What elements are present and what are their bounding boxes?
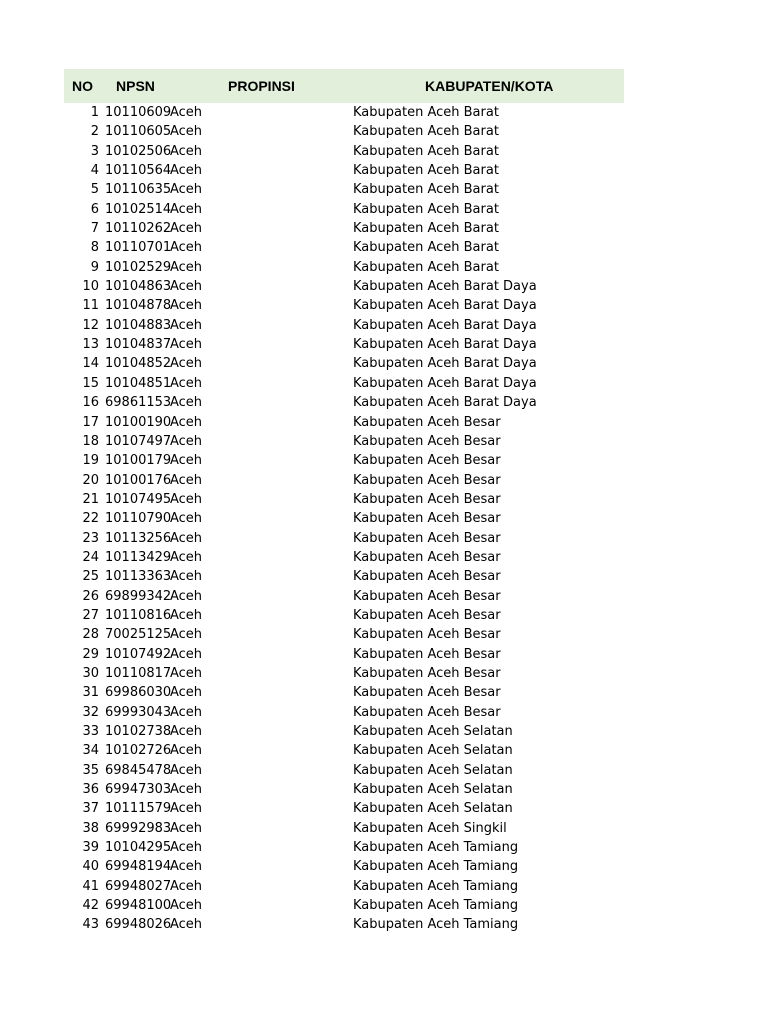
cell-kabupaten: Kabupaten Aceh Barat [353, 201, 499, 217]
cell-kabupaten: Kabupaten Aceh Barat Daya [353, 395, 537, 411]
cell-kabupaten: Kabupaten Aceh Besar [353, 453, 501, 469]
cell-npsn: 10104878 [105, 298, 172, 314]
cell-no: 8 [90, 240, 99, 256]
cell-npsn: 10100176 [105, 472, 172, 488]
cell-propinsi: Aceh [170, 259, 203, 275]
cell-propinsi: Aceh [170, 356, 203, 372]
table-row [64, 607, 624, 626]
cell-npsn: 10110701 [105, 240, 172, 256]
cell-no: 20 [82, 472, 99, 488]
cell-kabupaten: Kabupaten Aceh Barat [353, 143, 499, 159]
table-row [64, 201, 624, 220]
cell-kabupaten: Kabupaten Aceh Selatan [353, 801, 513, 817]
cell-no: 6 [90, 201, 99, 217]
cell-npsn: 10104852 [105, 356, 172, 372]
table-row [64, 278, 624, 297]
table-row [64, 704, 624, 723]
table-row [64, 452, 624, 471]
cell-no: 14 [82, 356, 99, 372]
cell-propinsi: Aceh [170, 840, 203, 856]
cell-propinsi: Aceh [170, 395, 203, 411]
cell-kabupaten: Kabupaten Aceh Besar [353, 607, 501, 623]
cell-npsn: 10110564 [105, 163, 172, 179]
table-row [64, 742, 624, 761]
cell-npsn: 10102726 [105, 743, 172, 759]
cell-no: 11 [82, 298, 99, 314]
header-npsn: NPSN [116, 78, 155, 94]
cell-no: 15 [82, 375, 99, 391]
cell-npsn: 69948027 [105, 878, 172, 894]
header-kabupaten: KABUPATEN/KOTA [425, 78, 554, 94]
cell-kabupaten: Kabupaten Aceh Barat Daya [353, 317, 537, 333]
cell-npsn: 70025125 [105, 627, 172, 643]
cell-propinsi: Aceh [170, 105, 203, 120]
table-body [64, 104, 624, 936]
cell-npsn: 10110817 [105, 665, 172, 681]
cell-propinsi: Aceh [170, 511, 203, 527]
table-row [64, 317, 624, 336]
cell-kabupaten: Kabupaten Aceh Barat Daya [353, 356, 537, 372]
cell-propinsi: Aceh [170, 472, 203, 488]
cell-kabupaten: Kabupaten Aceh Tamiang [353, 840, 519, 856]
table-row [64, 414, 624, 433]
cell-propinsi: Aceh [170, 665, 203, 681]
cell-propinsi: Aceh [170, 375, 203, 391]
cell-no: 29 [82, 646, 99, 662]
table-row [64, 510, 624, 529]
cell-no: 3 [90, 143, 99, 159]
cell-no: 36 [82, 782, 99, 798]
cell-propinsi: Aceh [170, 143, 203, 159]
table-row [64, 839, 624, 858]
table-row [64, 878, 624, 897]
cell-no: 22 [82, 511, 99, 527]
cell-npsn: 69947303 [105, 782, 172, 798]
table-row [64, 433, 624, 452]
cell-propinsi: Aceh [170, 646, 203, 662]
cell-npsn: 10110635 [105, 182, 172, 198]
cell-kabupaten: Kabupaten Aceh Besar [353, 685, 501, 701]
header-propinsi: PROPINSI [228, 78, 295, 94]
cell-kabupaten: Kabupaten Aceh Singkil [353, 820, 507, 836]
cell-npsn: 10107492 [105, 646, 172, 662]
cell-propinsi: Aceh [170, 801, 203, 817]
cell-kabupaten: Kabupaten Aceh Barat Daya [353, 375, 537, 391]
cell-kabupaten: Kabupaten Aceh Barat Daya [353, 279, 537, 295]
cell-kabupaten: Kabupaten Aceh Barat [353, 221, 499, 237]
cell-propinsi: Aceh [170, 859, 203, 875]
table-row [64, 684, 624, 703]
cell-npsn: 10102506 [105, 143, 172, 159]
cell-kabupaten: Kabupaten Aceh Barat [353, 105, 499, 120]
cell-no: 2 [90, 124, 99, 140]
cell-no: 13 [82, 337, 99, 353]
cell-propinsi: Aceh [170, 240, 203, 256]
cell-propinsi: Aceh [170, 588, 203, 604]
cell-propinsi: Aceh [170, 414, 203, 430]
cell-no: 9 [90, 259, 99, 275]
cell-kabupaten: Kabupaten Aceh Barat [353, 124, 499, 140]
cell-no: 41 [82, 878, 99, 894]
cell-no: 35 [82, 762, 99, 778]
cell-kabupaten: Kabupaten Aceh Selatan [353, 762, 513, 778]
cell-propinsi: Aceh [170, 317, 203, 333]
cell-propinsi: Aceh [170, 743, 203, 759]
table-row [64, 143, 624, 162]
table-row [64, 549, 624, 568]
cell-kabupaten: Kabupaten Aceh Besar [353, 627, 501, 643]
cell-no: 26 [82, 588, 99, 604]
cell-no: 43 [82, 917, 99, 933]
table-header [64, 69, 624, 103]
table-row [64, 762, 624, 781]
cell-npsn: 10102529 [105, 259, 172, 275]
cell-propinsi: Aceh [170, 221, 203, 237]
cell-kabupaten: Kabupaten Aceh Besar [353, 665, 501, 681]
cell-propinsi: Aceh [170, 201, 203, 217]
cell-propinsi: Aceh [170, 820, 203, 836]
cell-kabupaten: Kabupaten Aceh Besar [353, 511, 501, 527]
table-row [64, 239, 624, 258]
cell-kabupaten: Kabupaten Aceh Besar [353, 433, 501, 449]
cell-no: 18 [82, 433, 99, 449]
cell-no: 31 [82, 685, 99, 701]
cell-npsn: 10113256 [105, 530, 172, 546]
table-row [64, 800, 624, 819]
cell-kabupaten: Kabupaten Aceh Besar [353, 588, 501, 604]
cell-npsn: 10110790 [105, 511, 172, 527]
cell-npsn: 10107495 [105, 491, 172, 507]
table-row [64, 394, 624, 413]
table-row [64, 336, 624, 355]
table-row [64, 858, 624, 877]
cell-npsn: 10104837 [105, 337, 172, 353]
cell-no: 7 [90, 221, 99, 237]
table-row [64, 181, 624, 200]
cell-propinsi: Aceh [170, 724, 203, 739]
cell-no: 25 [82, 569, 99, 585]
cell-kabupaten: Kabupaten Aceh Selatan [353, 743, 513, 759]
cell-propinsi: Aceh [170, 549, 203, 565]
cell-npsn: 69992983 [105, 820, 172, 836]
cell-propinsi: Aceh [170, 704, 203, 720]
cell-no: 33 [82, 724, 99, 739]
cell-kabupaten: Kabupaten Aceh Barat [353, 182, 499, 198]
table-row [64, 626, 624, 645]
cell-propinsi: Aceh [170, 124, 203, 140]
cell-npsn: 10104851 [105, 375, 172, 391]
cell-npsn: 10110262 [105, 221, 172, 237]
cell-kabupaten: Kabupaten Aceh Besar [353, 491, 501, 507]
cell-kabupaten: Kabupaten Aceh Tamiang [353, 878, 519, 894]
cell-no: 10 [82, 279, 99, 295]
cell-propinsi: Aceh [170, 782, 203, 798]
cell-npsn: 10102514 [105, 201, 172, 217]
cell-npsn: 69948100 [105, 898, 172, 914]
cell-kabupaten: Kabupaten Aceh Besar [353, 704, 501, 720]
cell-no: 1 [90, 105, 99, 120]
table-row [64, 781, 624, 800]
table-row [64, 820, 624, 839]
cell-kabupaten: Kabupaten Aceh Barat Daya [353, 298, 537, 314]
cell-npsn: 69899342 [105, 588, 172, 604]
cell-no: 34 [82, 743, 99, 759]
table-row [64, 491, 624, 510]
cell-no: 32 [82, 704, 99, 720]
cell-npsn: 10107497 [105, 433, 172, 449]
cell-kabupaten: Kabupaten Aceh Barat [353, 163, 499, 179]
cell-kabupaten: Kabupaten Aceh Besar [353, 530, 501, 546]
table-row [64, 897, 624, 916]
cell-propinsi: Aceh [170, 685, 203, 701]
cell-no: 12 [82, 317, 99, 333]
cell-no: 21 [82, 491, 99, 507]
cell-propinsi: Aceh [170, 762, 203, 778]
cell-no: 27 [82, 607, 99, 623]
cell-no: 30 [82, 665, 99, 681]
cell-npsn: 69948026 [105, 917, 172, 933]
cell-npsn: 10100190 [105, 414, 172, 430]
table-row [64, 588, 624, 607]
cell-propinsi: Aceh [170, 491, 203, 507]
cell-kabupaten: Kabupaten Aceh Besar [353, 472, 501, 488]
cell-no: 5 [90, 182, 99, 198]
cell-no: 42 [82, 898, 99, 914]
cell-kabupaten: Kabupaten Aceh Besar [353, 646, 501, 662]
cell-npsn: 69845478 [105, 762, 172, 778]
cell-npsn: 69986030 [105, 685, 172, 701]
cell-npsn: 10104863 [105, 279, 172, 295]
table-row [64, 916, 624, 935]
cell-kabupaten: Kabupaten Aceh Besar [353, 414, 501, 430]
header-no: NO [72, 78, 93, 94]
cell-no: 16 [82, 395, 99, 411]
table-row [64, 375, 624, 394]
cell-kabupaten: Kabupaten Aceh Tamiang [353, 859, 519, 875]
cell-npsn: 69993043 [105, 704, 172, 720]
table-row [64, 665, 624, 684]
cell-no: 40 [82, 859, 99, 875]
cell-no: 28 [82, 627, 99, 643]
cell-kabupaten: Kabupaten Aceh Tamiang [353, 898, 519, 914]
cell-kabupaten: Kabupaten Aceh Barat [353, 240, 499, 256]
table-row [64, 104, 624, 123]
cell-npsn: 10110609 [105, 105, 172, 120]
cell-no: 19 [82, 453, 99, 469]
table-row [64, 530, 624, 549]
cell-propinsi: Aceh [170, 182, 203, 198]
cell-npsn: 10113363 [105, 569, 172, 585]
cell-no: 24 [82, 549, 99, 565]
cell-npsn: 69861153 [105, 395, 172, 411]
cell-propinsi: Aceh [170, 569, 203, 585]
table-row [64, 355, 624, 374]
cell-npsn: 10102738 [105, 724, 172, 739]
cell-kabupaten: Kabupaten Aceh Besar [353, 569, 501, 585]
cell-propinsi: Aceh [170, 878, 203, 894]
cell-kabupaten: Kabupaten Aceh Selatan [353, 782, 513, 798]
cell-npsn: 10104883 [105, 317, 172, 333]
cell-propinsi: Aceh [170, 279, 203, 295]
table-row [64, 646, 624, 665]
cell-propinsi: Aceh [170, 163, 203, 179]
table-row [64, 123, 624, 142]
cell-npsn: 10111579 [105, 801, 172, 817]
cell-no: 37 [82, 801, 99, 817]
cell-kabupaten: Kabupaten Aceh Barat [353, 259, 499, 275]
cell-no: 23 [82, 530, 99, 546]
cell-npsn: 10100179 [105, 453, 172, 469]
cell-npsn: 69948194 [105, 859, 172, 875]
cell-no: 4 [90, 163, 99, 179]
cell-propinsi: Aceh [170, 627, 203, 643]
cell-kabupaten: Kabupaten Aceh Besar [353, 549, 501, 565]
cell-npsn: 10113429 [105, 549, 172, 565]
cell-npsn: 10110816 [105, 607, 172, 623]
cell-no: 39 [82, 840, 99, 856]
cell-npsn: 10110605 [105, 124, 172, 140]
cell-propinsi: Aceh [170, 298, 203, 314]
cell-propinsi: Aceh [170, 898, 203, 914]
cell-no: 17 [82, 414, 99, 430]
table-row [64, 472, 624, 491]
cell-npsn: 10104295 [105, 840, 172, 856]
cell-kabupaten: Kabupaten Aceh Barat Daya [353, 337, 537, 353]
cell-kabupaten: Kabupaten Aceh Tamiang [353, 917, 519, 933]
cell-propinsi: Aceh [170, 530, 203, 546]
table-row [64, 162, 624, 181]
cell-propinsi: Aceh [170, 453, 203, 469]
table-row [64, 220, 624, 239]
cell-propinsi: Aceh [170, 607, 203, 623]
table-row [64, 723, 624, 742]
cell-no: 38 [82, 820, 99, 836]
table-row [64, 259, 624, 278]
table-row [64, 568, 624, 587]
cell-kabupaten: Kabupaten Aceh Selatan [353, 724, 513, 739]
table-row [64, 297, 624, 316]
cell-propinsi: Aceh [170, 917, 203, 933]
cell-propinsi: Aceh [170, 337, 203, 353]
cell-propinsi: Aceh [170, 433, 203, 449]
